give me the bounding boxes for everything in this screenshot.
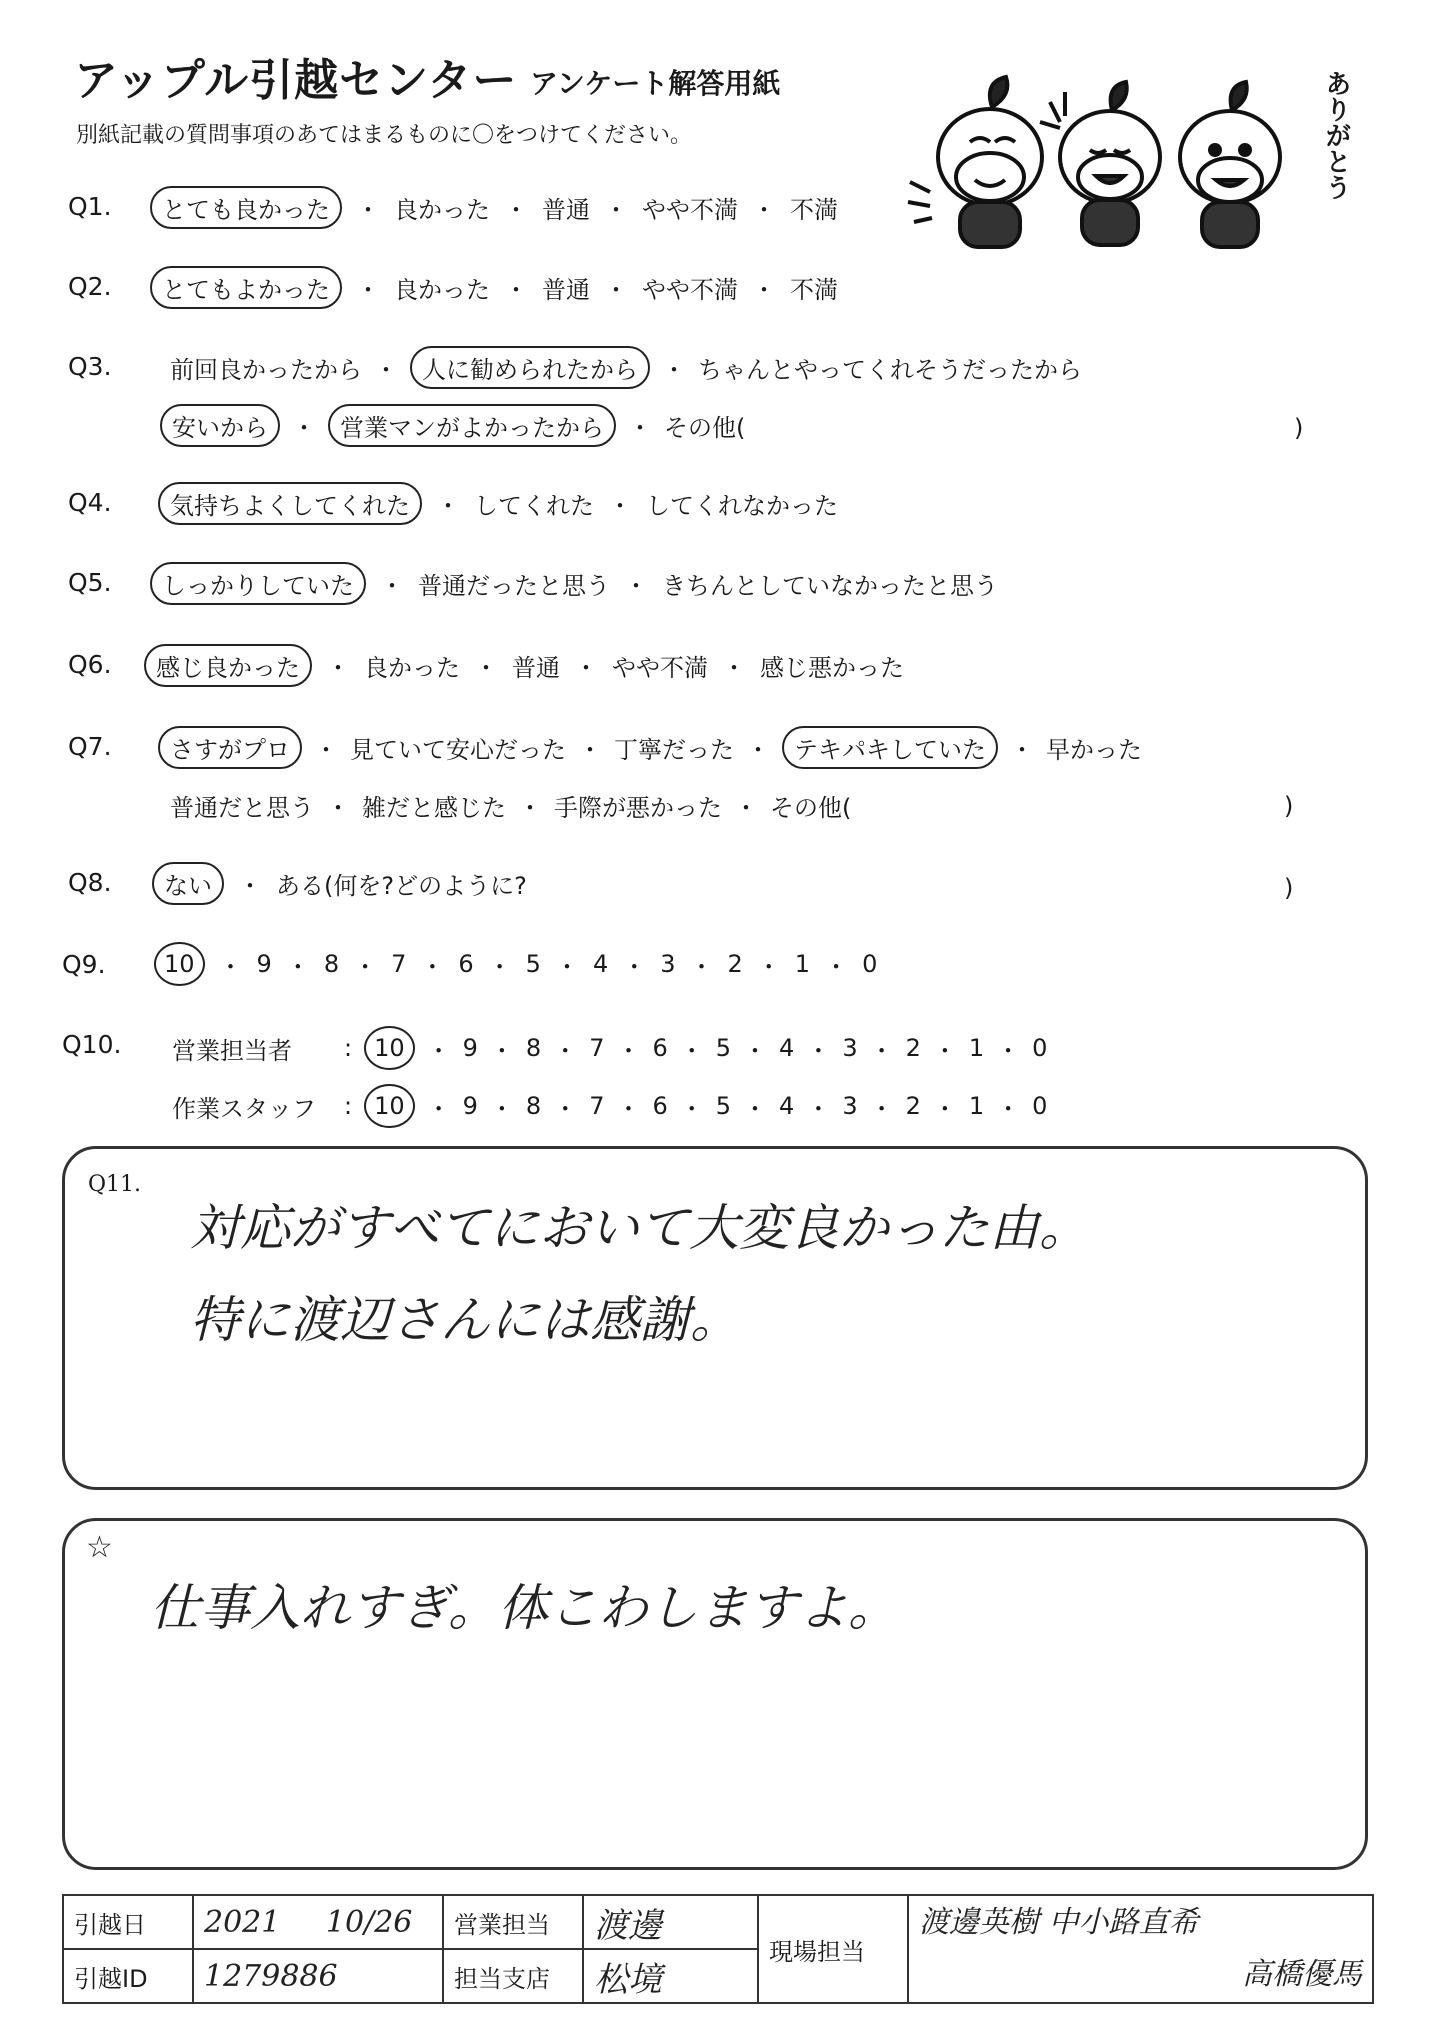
q2-option-3[interactable]: 普通 [542,276,590,304]
q1-option-3[interactable]: 普通 [542,196,590,224]
q8-option-2[interactable]: ある(何を?どのように? [276,872,527,900]
q5-options: しっかりしていた ・ 普通だったと思う ・ きちんとしていなかったと思う [150,562,998,605]
q10-row-staff-label: 作業スタッフ [172,1094,316,1123]
q10-staff-score-2[interactable]: 2 [905,1092,921,1120]
q7-options-line2: 普通だと思う ・ 雑だと感じた ・ 手際が悪かった ・ その他( [170,788,851,823]
q10-sales-score-8[interactable]: 8 [525,1034,542,1062]
free-comment-text: 仕事入れすぎ。体こわしますよ。 [150,1579,898,1637]
q2-options: とてもよかった ・ 良かった ・ 普通 ・ やや不満 ・ 不満 [150,266,838,309]
form-subtitle: アンケート解答用紙 [530,67,781,100]
branch-name[interactable]: 松境 [583,1949,758,2003]
q7-option-7[interactable]: 雑だと感じた [362,794,506,822]
monkey-icon [1180,82,1280,247]
q6-option-5[interactable]: 感じ悪かった [760,654,904,682]
q9-label: Q9. [62,950,106,979]
q7-option-3[interactable]: 丁寧だった [614,736,734,764]
q9-score-10[interactable]: 10 [154,942,205,986]
q5-option-3[interactable]: きちんとしていなかったと思う [662,572,998,600]
q8-options: ない ・ ある(何を?どのように? [152,862,527,905]
q5-option-1[interactable]: しっかりしていた [150,562,366,605]
q10-staff-score-4[interactable]: 4 [779,1092,795,1120]
q1-options: とても良かった ・ 良かった ・ 普通 ・ やや不満 ・ 不満 [150,186,838,229]
mascot-illustration [900,62,1350,262]
q10-staff-score-7[interactable]: 7 [589,1092,605,1120]
q10-staff-score-8[interactable]: 8 [525,1092,542,1120]
q3-label: Q3. [68,352,112,381]
site-staff-names-line2: 高橋優馬 [1242,1957,1362,1992]
q8-close-paren: ) [1284,874,1294,902]
q6-label: Q6. [68,650,112,679]
q9-score-8[interactable]: 8 [323,950,340,978]
q1-option-1[interactable]: とても良かった [150,186,342,229]
footer-info-table [62,1894,1374,2004]
q4-options: 気持ちよくしてくれた ・ してくれた ・ してくれなかった [158,482,838,525]
q3-option-2[interactable]: 人に勧められたから [410,346,650,389]
move-date-year: 2021 [204,1904,281,1940]
q10-sales-score-1[interactable]: 1 [968,1034,985,1062]
q3-option-1[interactable]: 前回良かったから [170,356,362,384]
q10-sales-score-9[interactable]: 9 [462,1034,478,1062]
q2-option-2[interactable]: 良かった [394,276,490,304]
monkey-icon [908,77,1042,247]
q2-option-4[interactable]: やや不満 [642,276,738,304]
q7-option-5[interactable]: 早かった [1046,736,1142,764]
q10-staff-score-10[interactable]: 10 [364,1084,415,1128]
q7-options-line1: さすがプロ ・ 見ていて安心だった ・ 丁寧だった ・ テキパキしていた ・ 早かった [158,726,1142,769]
move-id-label: 引越ID [63,1949,193,2003]
q10-staff-score-9[interactable]: 9 [462,1092,478,1120]
q7-option-4[interactable]: テキパキしていた [782,726,998,769]
star-icon: ☆ [86,1530,113,1565]
q9-score-2[interactable]: 2 [727,950,743,978]
q7-close-paren: ) [1284,792,1294,820]
q10-row-sales-label: 営業担当者 [172,1036,292,1065]
q10-staff-score-0[interactable]: 0 [1032,1092,1048,1120]
sales-rep-name[interactable]: 渡邊 [583,1895,758,1949]
q3-options-line2: 安いから ・ 営業マンがよかったから ・ その他( [160,404,745,447]
q10-staff-score-6[interactable]: 6 [652,1092,668,1120]
q11-comment-line2: 特に渡辺さんには感謝。 [190,1291,740,1349]
site-staff-names[interactable] [908,1895,1373,2003]
q10-staff-score-1[interactable]: 1 [968,1092,985,1120]
q1-label: Q1. [68,192,112,221]
q10-sales-score-0[interactable]: 0 [1032,1034,1048,1062]
sales-rep-label: 営業担当 [443,1895,583,1949]
q2-option-1[interactable]: とてもよかった [150,266,342,309]
q2-option-5[interactable]: 不満 [790,276,838,304]
move-date-month: 10 [325,1904,365,1940]
mascot-caption: ありがとう [1321,70,1351,200]
q10-staff-score-5[interactable]: 5 [715,1092,732,1120]
q9-score-6[interactable]: 6 [458,950,474,978]
q3-option-5[interactable]: 営業マンがよかったから [328,404,616,447]
q4-option-2[interactable]: してくれた [474,492,594,520]
q10-row-sales: 営業担当者 : 10 ・ 9 ・ 8 ・ 7 ・ 6 ・ 5 ・ 4 ・ 3 ・ 2 ・ 1 ・ 0 [172,1026,1047,1070]
q10-sales-score-4[interactable]: 4 [779,1034,795,1062]
q1-option-4[interactable]: やや不満 [642,196,738,224]
form-title: アップル引越センター [74,55,518,106]
q10-sales-score-10[interactable]: 10 [364,1026,415,1070]
q7-option-6[interactable]: 普通だと思う [170,794,314,822]
q10-staff-score-3[interactable]: 3 [842,1092,858,1120]
q9-score-0[interactable]: 0 [862,950,878,978]
q7-option-8[interactable]: 手際が悪かった [554,794,722,822]
q6-option-2[interactable]: 良かった [364,654,460,682]
q6-options: 感じ良かった ・ 良かった ・ 普通 ・ やや不満 ・ 感じ悪かった [144,644,904,687]
q6-option-4[interactable]: やや不満 [612,654,708,682]
q9-score-3[interactable]: 3 [660,950,676,978]
q7-option-1[interactable]: さすがプロ [158,726,302,769]
q3-option-4[interactable]: 安いから [160,404,280,447]
q9-scale: 10 ・ 9 ・ 8 ・ 7 ・ 6 ・ 5 ・ 4 ・ 3 ・ 2 ・ 1 ・ 0 [154,942,877,986]
q11-comment-line1: 対応がすべてにおいて大変良かった由。 [190,1199,1089,1257]
monkey-icon [1040,82,1160,245]
branch-label: 担当支店 [443,1949,583,2003]
q9-score-7[interactable]: 7 [391,950,407,978]
q3-option-6[interactable]: その他( [664,414,746,442]
q10-sales-score-6[interactable]: 6 [652,1034,668,1062]
q7-option-2[interactable]: 見ていて安心だった [350,736,566,764]
q3-option-3[interactable]: ちゃんとやってくれそうだったから [698,356,1082,384]
q10-sales-score-5[interactable]: 5 [715,1034,732,1062]
q9-score-5[interactable]: 5 [525,950,541,978]
q11-label: Q11. [88,1172,142,1197]
q4-option-1[interactable]: 気持ちよくしてくれた [158,482,422,525]
move-date-value[interactable]: 2021 10/26 [193,1895,443,1949]
instruction-text: 別紙記載の質問事項のあてはまるものに〇をつけてください。 [76,123,693,148]
q7-label: Q7. [68,732,112,761]
q3-options-line1: 前回良かったから ・ 人に勧められたから ・ ちゃんとやってくれそうだったから [170,346,1082,389]
q4-option-3[interactable]: してくれなかった [646,492,838,520]
q10-row-staff: 作業スタッフ : 10 ・ 9 ・ 8 ・ 7 ・ 6 ・ 5 ・ 4 ・ 3 ・ 2 ・ 1 ・ 0 [172,1084,1047,1128]
q6-option-3[interactable]: 普通 [512,654,560,682]
q9-score-9[interactable]: 9 [256,950,272,978]
q1-option-5[interactable]: 不満 [790,196,838,224]
move-date-label: 引越日 [63,1895,193,1949]
q8-option-1[interactable]: ない [152,862,224,905]
q5-label: Q5. [68,568,112,597]
q4-label: Q4. [68,488,112,517]
q9-score-4[interactable]: 4 [592,950,609,978]
site-staff-label: 現場担当 [758,1895,908,2003]
q5-option-2[interactable]: 普通だったと思う [418,572,610,600]
q10-label: Q10. [62,1030,122,1059]
q9-score-1[interactable]: 1 [794,950,811,978]
move-date-day: 26 [374,1904,413,1940]
site-staff-names-line1: 渡邊英樹 中小路直希 [919,1905,1199,1940]
q7-option-9[interactable]: その他( [770,794,852,822]
q10-sales-score-3[interactable]: 3 [842,1034,858,1062]
move-id-value[interactable]: 1279886 [193,1949,443,2003]
q1-option-2[interactable]: 良かった [394,196,490,224]
q10-sales-score-2[interactable]: 2 [905,1034,921,1062]
q6-option-1[interactable]: 感じ良かった [144,644,312,687]
q2-label: Q2. [68,272,112,301]
q3-close-paren: ) [1294,414,1304,442]
q10-sales-score-7[interactable]: 7 [589,1034,605,1062]
q8-label: Q8. [68,868,112,897]
